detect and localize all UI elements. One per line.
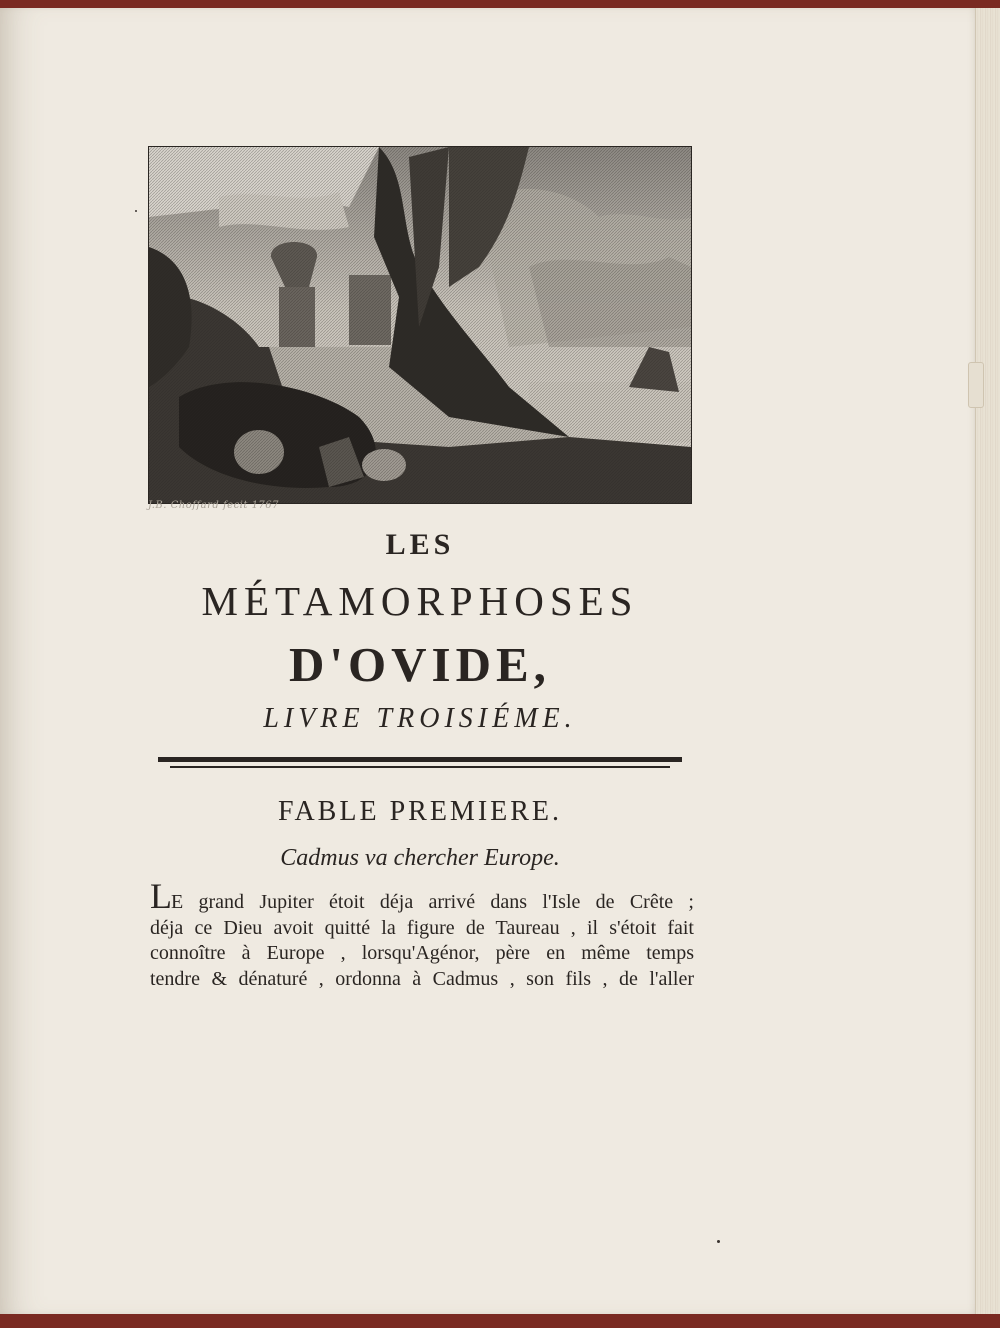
body-line-4: tendre & dénaturé , ordonna à Cadmus , son fils , de l'aller	[150, 967, 694, 990]
title-rule-thick	[158, 757, 682, 762]
title-livre: LIVRE TROISIÉME.	[263, 703, 577, 734]
fable-heading: FABLE PREMIERE.	[277, 796, 563, 827]
body-line-1-text: E grand Jupiter étoit déja arrivé dans l'Isle de Crête ;	[171, 891, 694, 913]
page-edges	[975, 8, 1000, 1314]
title-ovide: D'OVIDE,	[289, 637, 551, 692]
title-rule-thin	[170, 766, 670, 768]
title-les: LES	[385, 528, 455, 561]
body-line-2: déja ce Dieu avoit quitté la figure de Taureau , il s'étoit fait	[150, 916, 694, 939]
body-text	[150, 876, 694, 992]
fable-subtitle: Cadmus va chercher Europe.	[280, 845, 560, 871]
landscape-engraving	[148, 146, 692, 504]
title-metamorphoses: MÉTAMORPHOSES	[201, 578, 639, 624]
body-line-3: connoître à Europe , lorsqu'Agénor, père en même temps	[150, 942, 694, 964]
ink-speck	[717, 1240, 720, 1243]
page-tab-marker	[968, 362, 984, 408]
engraver-signature: J.B. Choffard fecit 1767	[148, 500, 280, 511]
body-line-1	[150, 876, 694, 916]
ink-speck	[135, 210, 137, 212]
dropcap-letter: L	[150, 876, 171, 916]
